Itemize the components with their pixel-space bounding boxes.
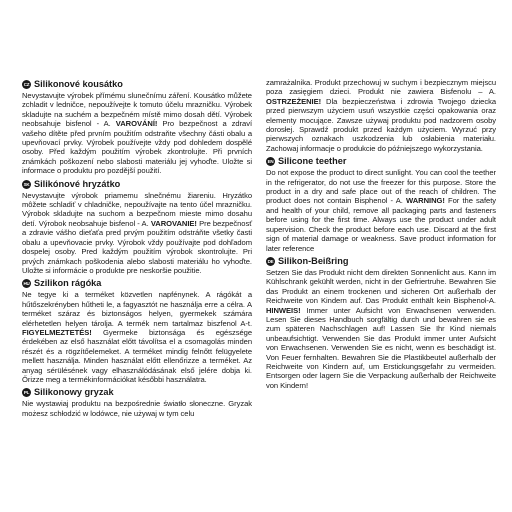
right-column xyxy=(266,78,496,512)
section-pl xyxy=(22,387,252,418)
section-pl-warning-label: OSTRZEŻENIE! xyxy=(266,96,322,106)
section-sk-title: Silikónové hryzátko xyxy=(34,178,121,189)
section-pl-title: Silikonowy gryzak xyxy=(34,387,114,398)
section-en-heading xyxy=(266,156,496,167)
section-cz-text xyxy=(22,91,252,176)
section-sk-text xyxy=(22,191,252,276)
section-en-warning-label: WARNING! xyxy=(406,196,445,206)
section-sk-paragraph-1: Nevystavujte výrobok priamemu slnečnému žiareniu. Hryzátko môžete schladiť v chladničke, nepoužívajte na tento účel mrazničku. Výrobok skladujte na suchom a bezpečnom mieste mimo dosahu detí. Výrobok neobsahuje bisfenol - A. xyxy=(22,190,252,228)
language-badge-hu: HU xyxy=(23,281,30,287)
language-badge-cz: CZ xyxy=(23,82,30,87)
section-hu xyxy=(22,278,252,384)
section-hu-title: Szilikon rágóka xyxy=(34,278,102,289)
section-hu-text xyxy=(22,290,252,384)
section-pl-paragraph-2: Dla bezpieczeństwa i zdrowia Twojego dziecka przed pierwszym użyciem usuń wszystkie części opakowania oraz elementy mocujące. Zawsze używaj produktu pod nadzorem osoby dorosłej. Sprawdź produkt przed każdym użyciem. Wyrzuć przy pierwszych oznakach uszkodzenia lub osłabienia materiału. Zachowaj informacje o produkcie do późniejszego wykorzystania. xyxy=(266,96,496,153)
left-column xyxy=(22,78,252,512)
section-en-paragraph-1: Do not expose the product to direct sunlight. You can cool the teether in the refrigerator, do not use the freezer for this purpose. Store the product in a dry and safe place out of the reach of children. The product does not contain Bisphenol - A. xyxy=(266,168,496,206)
section-pl-text-continued xyxy=(266,78,496,153)
section-pl-heading xyxy=(22,387,252,398)
section-sk-paragraph-2: Pre bezpečnosť a zdravie vášho dieťaťa pred prvým použitím odstráňte všetky časti obalu a upevňovacie prvky. Výrobok vždy používajte pod dohľadom dospelej osoby. Pred každým použitím výrobok skontrolujte. Pri prvých známkach poškodenia alebo slabosti materiálu ho vyhoďte. Uložte si informácie o produkte pre neskoršie použitie. xyxy=(22,218,253,275)
language-badge-de: DE xyxy=(267,258,274,264)
section-de-paragraph-1: Setzen Sie das Produkt nicht dem direkten Sonnenlicht aus. Kann im Kühlschrank gekühlt werden, nicht in der Gefriertruhe. Bewahren Sie das Produkt an einem trockenen und sicheren Ort außerhalb der Reichweite von Kindern auf. Das Produkt enthält kein Bisphenol-A. xyxy=(266,267,496,306)
section-de-paragraph-2: Immer unter Aufsicht von Erwachsenen verwenden. Lesen Sie dieses Handbuch sorgfältig durch und bewahren sie es zum späteren Nachschlagen auf! Lassen Sie Ihr Kind niemals unbeaufsichtigt. Verwenden Sie das Produkt immer unter Aufsicht von Erwachsenen. Verwenden Sie es nicht, wenn es beschädigt ist. Von Feuer fernhalten. Bewahren Sie die Plastikbeutel außerhalb der Reichweite von Kindern auf, um Erstickungsgefahr zu vermeiden. Entsorgen oder lagern Sie die Verpackung außerhalb der Reichweite von Kindern! xyxy=(266,305,496,390)
section-sk xyxy=(22,179,252,276)
section-cz xyxy=(22,79,252,176)
section-hu-warning-label: FIGYELMEZTETÉS! xyxy=(22,327,92,337)
section-cz-title: Silikonové kousátko xyxy=(34,79,123,89)
section-cz-paragraph-1: Nevystavujte výrobek přímému slunečnímu záření. Kousátko můžete zchladit v ledničce, nepoužívejte k tomuto účelu mrazničku. Výrobek skladujte na suchém a bezpečném místě mimo dosah dětí. Výrobek neobsahuje bisfenol - A. xyxy=(22,91,252,129)
section-sk-warning-label: VAROVANIE! xyxy=(150,218,197,228)
section-pl-continued xyxy=(266,78,496,153)
section-de-heading xyxy=(266,256,496,267)
section-en xyxy=(266,156,496,253)
section-hu-heading xyxy=(22,278,252,289)
language-badge-pl: PL xyxy=(23,390,30,396)
section-pl-paragraph-1: Nie wystawiaj produktu na bezpośrednie światło słoneczne. Gryzak możesz schłodzić w lodówce, nie używaj w tym celu xyxy=(22,399,252,418)
section-hu-paragraph-2: Gyermeke biztonsága és egészsége érdekében az első használat előtt távolítsa el a csomagolás minden részét és a rögzítőelemeket. A terméket mindig felnőtt felügyelete mellett használja. Minden használat előtt ellenőrizze a terméket. Az anyag sérülésének vagy elhasználódásának első jelére dobja ki. Őrizze meg a termékinformációkat későbbi használatra. xyxy=(22,327,252,384)
section-hu-paragraph-1: Ne tegye ki a terméket közvetlen napfénynek. A rágókát a hűtőszekrényben hűtheti le, a fagyasztót ne használja erre a célra. A terméket száraz és biztonságos helyen, gyermekek számára elérhetetlen helyen tárolja. A termék nem tartalmaz biszfenol A-t. xyxy=(22,290,252,328)
section-pl-continuation: zamrażalnika. Produkt przechowuj w suchym i bezpiecznym miejscu poza zasięgiem dzieci. Produkt nie zawiera Bisfenolu – A. xyxy=(266,78,496,97)
section-cz-warning-label: VAROVÁNÍ! xyxy=(115,119,158,129)
language-badge-en: EN xyxy=(267,159,274,165)
language-badge-sk: SK xyxy=(23,181,30,187)
section-en-paragraph-2: For the safety and health of your child, remove all packaging parts and fasteners before using for the first time. Always use the product under adult supervision. Check the product before each use. Discard at the first sign of material damage or weakness. Save product information for later reference xyxy=(266,196,496,253)
section-pl-text-start xyxy=(22,399,252,418)
section-en-title: Silicone teether xyxy=(278,156,347,167)
section-sk-heading xyxy=(22,179,252,190)
section-de-text xyxy=(266,268,496,390)
section-de-warning-label: HINWEIS! xyxy=(266,305,301,315)
section-cz-heading xyxy=(22,79,252,90)
section-en-text xyxy=(266,168,496,253)
section-de-title: Silikon-Beißring xyxy=(278,255,349,266)
section-cz-paragraph-2: Pro bezpečnost a zdraví vašeho dítěte před prvním použitím odstraňte všechny části obalu a upevňovací prvky. Výrobek používejte vždy pod dohledem dospělé osoby. Před každým použitím výrobek zkontrolujte. Při prvních známkách poškození nebo slabosti materiálu jej vyhoďte. Uložte si informace o produktu pro pozdější použití. xyxy=(22,119,253,176)
section-de xyxy=(266,256,496,390)
